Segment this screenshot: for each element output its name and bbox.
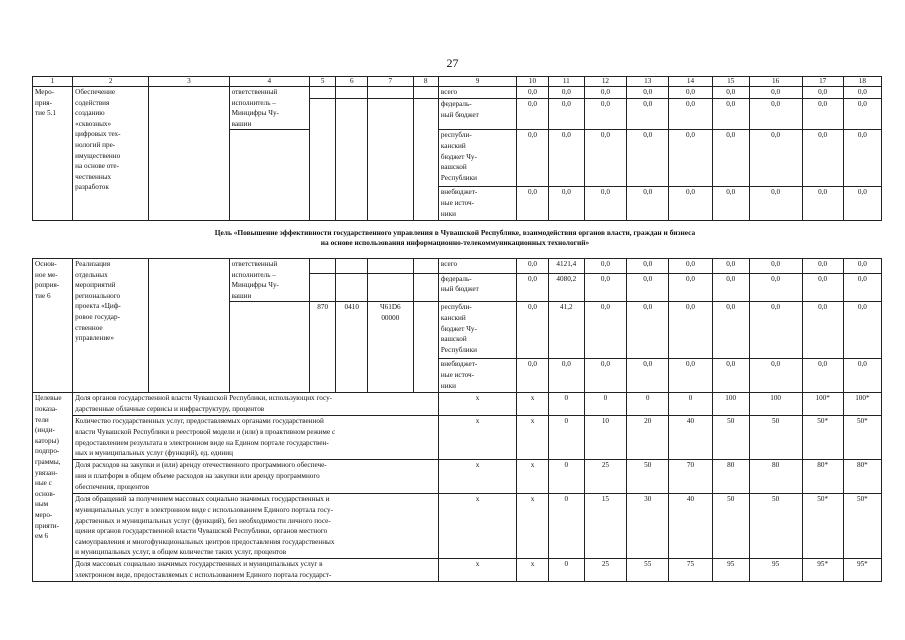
code-cell <box>413 99 438 221</box>
value-cell: 0,0 <box>843 99 881 130</box>
value-cell: 0,0 <box>517 259 549 274</box>
header-cell: 14 <box>669 77 712 87</box>
executor-cell: ответственный исполнитель – Минцифры Чу- вашии <box>229 259 309 302</box>
indicator-row <box>33 460 882 494</box>
value-cell: 0,0 <box>802 273 843 302</box>
value-cell: 0,0 <box>749 302 802 359</box>
value-cell: 0,0 <box>712 187 749 221</box>
value-cell: 0,0 <box>627 302 669 359</box>
code-cell <box>336 273 368 302</box>
value-cell: 0,0 <box>548 187 584 221</box>
table-row <box>33 87 882 99</box>
measure-label: Основ- ное ме- роприя- тие 6 <box>33 259 73 393</box>
indicator-value: 50* <box>843 494 881 559</box>
header-cell: 6 <box>336 77 368 87</box>
code-cell <box>413 302 438 393</box>
indicator-text: Доля органов государственной власти Чувашской Республики, использующих госу- дарственные облачные сервисы и инфраструктуру, процентов <box>73 393 439 416</box>
value-cell: 0,0 <box>548 130 584 187</box>
value-cell: 0,0 <box>712 87 749 99</box>
value-cell: 0,0 <box>669 87 712 99</box>
code-cell <box>368 87 413 99</box>
value-cell: 0,0 <box>669 99 712 130</box>
indicator-text: Доля массовых социально значимых государственных и муниципальных услуг в электронном виде, предоставляемых с использованием Единого портала государст- <box>73 559 439 582</box>
header-cell: 12 <box>584 77 626 87</box>
indicator-value: х <box>517 416 549 460</box>
header-cell: 15 <box>712 77 749 87</box>
empty-cell <box>149 87 229 221</box>
indicator-value: 40 <box>669 416 712 460</box>
indicator-value: 95 <box>749 559 802 582</box>
indicator-value: 95* <box>802 559 843 582</box>
funding-source: всего <box>438 259 516 274</box>
indicator-value: х <box>438 416 516 460</box>
value-cell: 0,0 <box>843 87 881 99</box>
funding-source: республи- канский бюджет Чу- вашской Республики <box>438 302 516 359</box>
value-cell: 0,0 <box>584 130 626 187</box>
value-cell: 0,0 <box>802 359 843 393</box>
value-cell: 0,0 <box>627 99 669 130</box>
value-cell: 0,0 <box>843 273 881 302</box>
goal-heading <box>70 228 840 248</box>
value-cell: 0,0 <box>584 302 626 359</box>
code-cell <box>336 87 368 99</box>
indicator-value: 50 <box>749 416 802 460</box>
indicator-value: 95* <box>843 559 881 582</box>
value-cell: 0,0 <box>749 259 802 274</box>
value-cell: 0,0 <box>802 187 843 221</box>
indicator-value: 0 <box>548 460 584 494</box>
value-cell: 0,0 <box>749 273 802 302</box>
code-cell <box>413 273 438 302</box>
header-cell: 16 <box>749 77 802 87</box>
indicator-value: 30 <box>627 494 669 559</box>
value-cell: 0,0 <box>749 130 802 187</box>
value-cell: 0,0 <box>669 302 712 359</box>
funding-source: федераль- ный бюджет <box>438 273 516 302</box>
indicator-value: 95 <box>712 559 749 582</box>
indicator-value: 75 <box>669 559 712 582</box>
value-cell: 0,0 <box>802 130 843 187</box>
header-cell: 11 <box>548 77 584 87</box>
value-cell: 0,0 <box>584 99 626 130</box>
value-cell: 0,0 <box>843 259 881 274</box>
indicator-value: 50 <box>712 494 749 559</box>
value-cell: 0,0 <box>749 87 802 99</box>
code-cell <box>309 273 335 302</box>
value-cell: 0,0 <box>802 302 843 359</box>
indicator-text: Доля расходов на закупки и (или) аренду отечественного программного обеспече- ния и платформ в общем объеме расходов на закупки или аренду программного обеспечения, процентов <box>73 460 439 494</box>
goal-text: Цель «Повышение эффективности государственного управления в Чувашской Республике, взаимодействия органов власти, граждан и бизнеса на основе использования информационно-телекоммуникационных технологий» <box>214 228 696 247</box>
value-cell: 0,0 <box>843 130 881 187</box>
value-cell: 0,0 <box>627 273 669 302</box>
value-cell: 0,0 <box>669 130 712 187</box>
indicator-value: 25 <box>584 460 626 494</box>
indicator-value: 50* <box>802 416 843 460</box>
code-cell <box>368 273 413 302</box>
value-cell: 0,0 <box>669 187 712 221</box>
value-cell: 0,0 <box>627 259 669 274</box>
value-cell: 0,0 <box>843 359 881 393</box>
empty-cell <box>149 259 229 393</box>
value-cell: 0,0 <box>517 87 549 99</box>
code-cell <box>309 87 335 99</box>
indicator-value: 100* <box>802 393 843 416</box>
code-grbs: 870 <box>309 302 335 393</box>
header-cell: 1 <box>33 77 73 87</box>
value-cell: 0,0 <box>712 359 749 393</box>
header-cell: 4 <box>229 77 309 87</box>
value-cell: 0,0 <box>712 302 749 359</box>
indicator-value: 0 <box>548 416 584 460</box>
value-cell: 4121,4 <box>548 259 584 274</box>
indicator-value: 50* <box>802 494 843 559</box>
indicator-value: 100* <box>843 393 881 416</box>
measure-description: Реализация отдельных мероприятий регионального проекта «Циф- ровое государ- ственное управление» <box>73 259 149 393</box>
indicator-value: 100 <box>712 393 749 416</box>
executor-empty-cell <box>229 130 309 221</box>
value-cell: 0,0 <box>843 302 881 359</box>
value-cell: 0,0 <box>627 359 669 393</box>
value-cell: 0,0 <box>802 99 843 130</box>
value-cell: 0,0 <box>712 259 749 274</box>
table-row <box>33 259 882 274</box>
value-cell: 0,0 <box>517 130 549 187</box>
funding-source: всего <box>438 87 516 99</box>
funding-source: внебюджет- ные источ- ники <box>438 359 516 393</box>
value-cell: 4080,2 <box>548 273 584 302</box>
indicator-value: 0 <box>548 494 584 559</box>
value-cell: 0,0 <box>749 359 802 393</box>
indicator-value: 40 <box>669 494 712 559</box>
header-cell: 5 <box>309 77 335 87</box>
code-target: Ч61D6 00000 <box>368 302 413 393</box>
header-cell: 18 <box>843 77 881 87</box>
indicator-value: 0 <box>627 393 669 416</box>
indicator-row <box>33 559 882 582</box>
indicator-row <box>33 494 882 559</box>
indicator-value: 0 <box>669 393 712 416</box>
value-cell: 0,0 <box>584 273 626 302</box>
indicator-value: х <box>438 494 516 559</box>
value-cell: 0,0 <box>712 130 749 187</box>
indicator-value: х <box>517 494 549 559</box>
indicator-row <box>33 416 882 460</box>
value-cell: 0,0 <box>669 359 712 393</box>
value-cell: 0,0 <box>802 87 843 99</box>
indicator-row <box>33 393 882 416</box>
value-cell: 0,0 <box>627 87 669 99</box>
header-cell: 17 <box>802 77 843 87</box>
code-cell <box>309 99 335 221</box>
measure-description: Обеспечение содействия созданию «сквозных» цифровых тех- нологий пре- имущественно на основе оте- чественных разработок <box>73 87 149 221</box>
indicator-value: 0 <box>548 559 584 582</box>
indicator-value: 70 <box>669 460 712 494</box>
code-cell <box>368 259 413 274</box>
executor-empty-cell <box>229 302 309 393</box>
indicator-value: 20 <box>627 416 669 460</box>
value-cell: 0,0 <box>517 273 549 302</box>
code-cell <box>336 99 368 221</box>
value-cell: 0,0 <box>802 259 843 274</box>
value-cell: 0,0 <box>584 87 626 99</box>
value-cell: 0,0 <box>627 187 669 221</box>
indicator-value: 25 <box>584 559 626 582</box>
indicator-value: 80* <box>802 460 843 494</box>
value-cell: 0,0 <box>517 99 549 130</box>
value-cell: 0,0 <box>712 99 749 130</box>
code-cell <box>413 87 438 99</box>
value-cell: 0,0 <box>517 359 549 393</box>
header-cell: 8 <box>413 77 438 87</box>
indicator-value: 100 <box>749 393 802 416</box>
value-cell: 0,0 <box>548 359 584 393</box>
indicator-value: 80* <box>843 460 881 494</box>
funding-source: республи- канский бюджет Чу- вашской Республики <box>438 130 516 187</box>
value-cell: 0,0 <box>584 259 626 274</box>
indicator-value: х <box>517 559 549 582</box>
funding-source: федераль- ный бюджет <box>438 99 516 130</box>
indicator-text: Доля обращений за получением массовых социально значимых государственных и муниципальных услуг в электронном виде с использованием Единого портала госу- дарственных и муниципальных услуг (функций), без необходимости личного посе- щения органов государственной власти Чувашской Республики, органов местного самоуправления и многофункциональных центров предоставления государственных и муниципальных услуг, в общем количестве таких услуг, процентов <box>73 494 439 559</box>
budget-table-top <box>32 76 882 221</box>
value-cell: 0,0 <box>712 273 749 302</box>
indicator-value: 0 <box>584 393 626 416</box>
code-cell <box>413 259 438 274</box>
code-cell <box>309 259 335 274</box>
header-cell: 13 <box>627 77 669 87</box>
value-cell: 0,0 <box>517 302 549 359</box>
measure-label: Меро- прия- тие 5.1 <box>33 87 73 221</box>
page-number: 27 <box>446 56 459 70</box>
indicator-value: 50 <box>749 494 802 559</box>
code-cell <box>368 99 413 221</box>
value-cell: 0,0 <box>548 87 584 99</box>
code-section: 0410 <box>336 302 368 393</box>
indicator-value: 50 <box>712 416 749 460</box>
header-cell: 9 <box>438 77 516 87</box>
header-row <box>33 77 882 87</box>
indicator-value: 50 <box>627 460 669 494</box>
value-cell: 0,0 <box>627 130 669 187</box>
indicator-value: х <box>438 460 516 494</box>
indicator-value: 10 <box>584 416 626 460</box>
indicators-label: Целевые показа- тели (инди- каторы) подпро- граммы, увязан- ные с основ- ным меро- прияти- ем 6 <box>33 393 73 582</box>
header-cell: 2 <box>73 77 149 87</box>
indicator-value: 50* <box>843 416 881 460</box>
header-cell: 10 <box>517 77 549 87</box>
indicator-value: 80 <box>749 460 802 494</box>
header-cell: 7 <box>368 77 413 87</box>
funding-source: внебюджет- ные источ- ники <box>438 187 516 221</box>
indicator-value: х <box>438 393 516 416</box>
executor-cell: ответственный исполнитель – Минцифры Чу- вашии <box>229 87 309 130</box>
indicator-text: Количество государственных услуг, предоставляемых органами государственной власти Чувашской Республики в реестровой модели и (или) в проактивном режиме с предоставлением результата в электронном виде на Едином портале государствен- ных и муниципальных услуг (функций), ед. единиц <box>73 416 439 460</box>
code-cell <box>336 259 368 274</box>
value-cell: 0,0 <box>548 99 584 130</box>
value-cell: 0,0 <box>749 99 802 130</box>
indicator-value: х <box>517 393 549 416</box>
indicator-value: 80 <box>712 460 749 494</box>
value-cell: 0,0 <box>843 187 881 221</box>
value-cell: 0,0 <box>517 187 549 221</box>
value-cell: 0,0 <box>669 259 712 274</box>
indicator-value: 55 <box>627 559 669 582</box>
value-cell: 0,0 <box>584 359 626 393</box>
header-cell: 3 <box>149 77 229 87</box>
indicator-value: 15 <box>584 494 626 559</box>
value-cell: 0,0 <box>669 273 712 302</box>
indicator-value: х <box>438 559 516 582</box>
value-cell: 0,0 <box>584 187 626 221</box>
value-cell: 41,2 <box>548 302 584 359</box>
indicator-value: х <box>517 460 549 494</box>
value-cell: 0,0 <box>749 187 802 221</box>
budget-table-bottom <box>32 258 882 582</box>
indicator-value: 0 <box>548 393 584 416</box>
